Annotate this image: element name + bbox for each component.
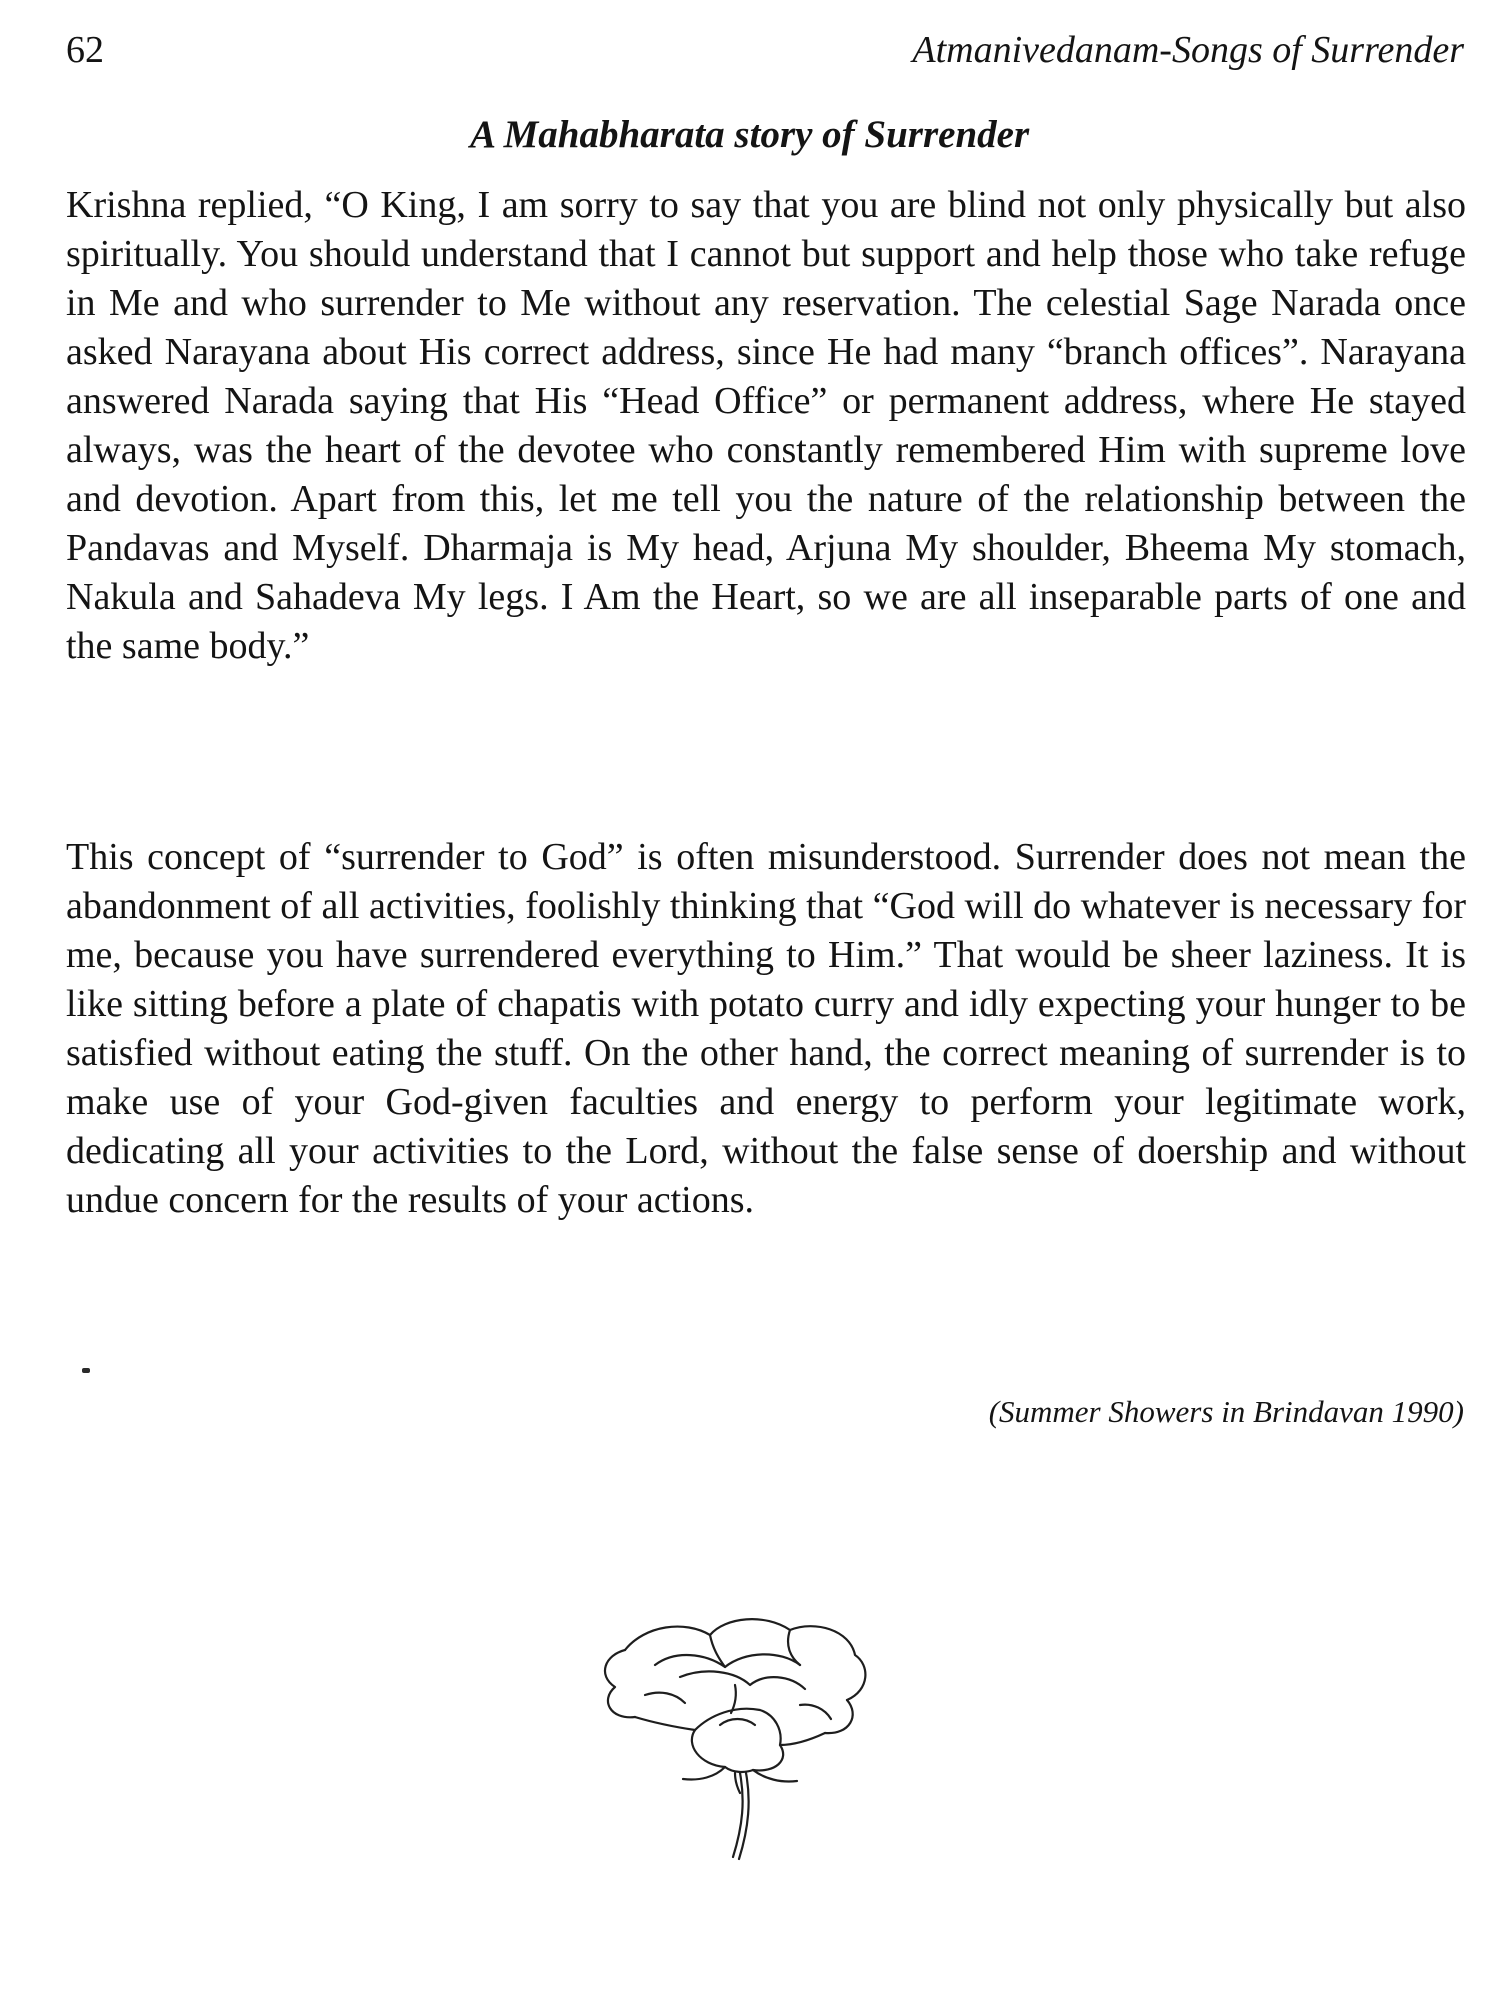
body-paragraph-1: Krishna replied, “O King, I am sorry to say that you are blind not only physically but also spiritually. You should understand that I cannot but support and help those who take refuge in Me and who surrender to Me without any reservation. The celestial Sage Narada once asked Narayana about His correct address, since He had many “branch offices”. Narayana answered Narada saying that His “Head Office” or permanent address, where He stayed always, was the heart of the devotee who constantly remembered Him with supreme love and devotion. Apart from this, let me tell you the nature of the relationship between the Pandavas and Myself. Dharmaja is My head, Arjuna My shoulder, Bheema My stomach, Nakula and Sahadeva My legs. I Am the Heart, so we are all inseparable parts of one and the same body.” — [66, 184, 1466, 667]
section-title: A Mahabharata story of Surrender — [470, 113, 1030, 156]
source-citation: (Summer Showers in Brindavan 1990) — [988, 1394, 1464, 1429]
running-head: Atmanivedanam-Songs of Surrender — [912, 29, 1464, 71]
body-paragraph-2: This concept of “surrender to God” is often misunderstood. Surrender does not mean the abandonment of all activities, foolishly thinking that “God will do whatever is necessary for me, because you have surrendered everything to Him.” That would be sheer laziness. It is like sitting before a plate of chapatis with potato curry and idly expecting your hunger to be satisfied without eating the stuff. On the other hand, the correct meaning of surrender is to make use of your God-given faculties and energy to perform your legitimate work, dedicating all your activities to the Lord, without the false sense of doership and without undue concern for the results of your actions. — [66, 836, 1466, 1221]
ink-speck — [82, 1368, 90, 1373]
rose-flower-icon — [585, 1605, 895, 1865]
page-number: 62 — [66, 29, 104, 71]
page-header — [66, 26, 1464, 82]
